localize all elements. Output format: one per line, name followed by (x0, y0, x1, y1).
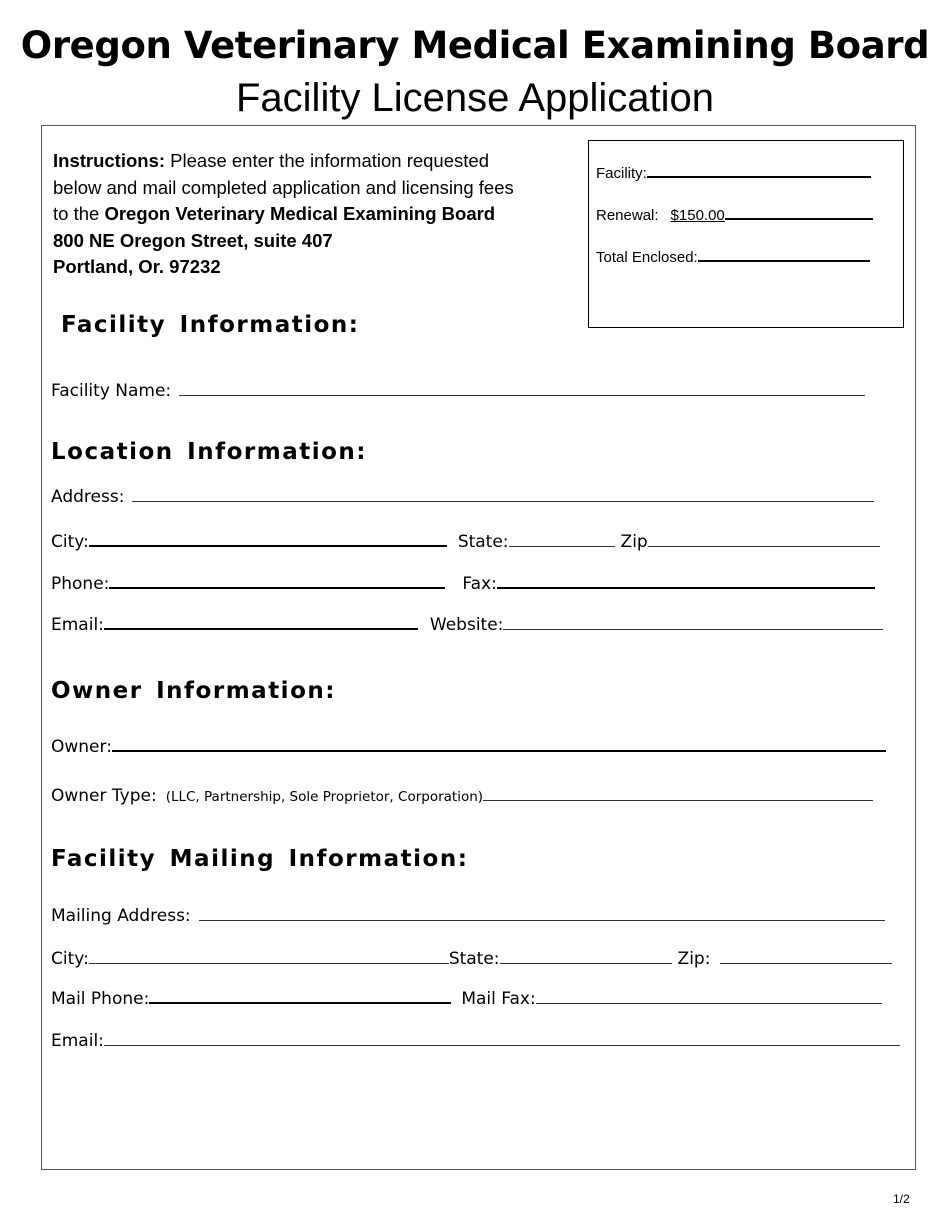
section-location-information: Location Information: (51, 439, 367, 465)
fee-renewal-row (596, 204, 873, 224)
instructions-text: Please enter the information requested (170, 150, 489, 171)
website-label: Website: (429, 615, 504, 635)
mail-email-input[interactable] (104, 1033, 900, 1046)
owner-type-hint: (LLC, Partnership, Sole Proprietor, Corporation) (165, 789, 484, 805)
mailing-address-row (51, 906, 885, 926)
city-label: City: (51, 532, 89, 552)
address-label: Address: (51, 487, 125, 507)
fax-input[interactable] (497, 575, 875, 589)
phone-fax-row (51, 574, 875, 594)
fee-box (588, 140, 904, 328)
city-input[interactable] (89, 533, 447, 547)
mailing-address-input[interactable] (199, 908, 885, 921)
instructions-line2: below and mail completed application and licensing fees (53, 176, 514, 198)
board-title: Oregon Veterinary Medical Examining Board (20, 24, 930, 67)
owner-type-input[interactable] (483, 788, 873, 801)
fee-facility-input[interactable] (647, 162, 871, 178)
instructions-block (53, 148, 573, 281)
mailing-address-line1: 800 NE Oregon Street, suite 407 (53, 229, 333, 251)
facility-name-input[interactable] (179, 383, 865, 396)
fee-renewal-label: Renewal: (596, 207, 659, 224)
fee-total-label: Total Enclosed: (596, 249, 698, 266)
fee-total-row (596, 246, 870, 266)
mailing-state-input[interactable] (500, 951, 672, 964)
mail-fax-input[interactable] (536, 991, 882, 1004)
instructions-label: Instructions: (53, 150, 166, 171)
mailing-address-label: Mailing Address: (51, 906, 191, 926)
state-input[interactable] (509, 534, 615, 547)
email-label: Email: (51, 615, 104, 635)
mailing-state-label: State: (448, 949, 500, 969)
fee-total-input[interactable] (698, 246, 870, 262)
section-owner-information: Owner Information: (51, 678, 336, 704)
mailing-city-state-zip-row (51, 949, 892, 969)
section-facility-mailing-information: Facility Mailing Information: (51, 846, 469, 872)
zip-input[interactable] (648, 534, 880, 547)
address-row (51, 487, 874, 507)
owner-label: Owner: (51, 737, 112, 757)
zip-label: Zip (620, 532, 648, 552)
owner-type-row (51, 786, 873, 806)
state-label: State: (457, 532, 509, 552)
facility-name-label: Facility Name: (51, 381, 172, 401)
mailing-address-line2: Portland, Or. 97232 (53, 256, 221, 277)
mail-email-label: Email: (51, 1031, 104, 1051)
form-title: Facility License Application (235, 76, 715, 120)
mail-phone-label: Mail Phone: (51, 989, 150, 1009)
mailing-zip-label: Zip: (677, 949, 711, 969)
fee-renewal-input[interactable] (725, 204, 873, 220)
facility-name-row (51, 381, 865, 401)
email-website-row (51, 615, 883, 635)
phone-label: Phone: (51, 574, 110, 594)
section-facility-information: Facility Information: (61, 312, 360, 338)
fee-renewal-value: $150.00 (670, 207, 725, 224)
owner-input[interactable] (112, 738, 886, 752)
fee-facility-label: Facility: (596, 165, 647, 182)
mail-phone-input[interactable] (149, 990, 451, 1004)
fax-label: Fax: (462, 574, 497, 594)
phone-input[interactable] (109, 575, 445, 589)
mailing-city-label: City: (51, 949, 89, 969)
mail-email-row (51, 1031, 900, 1051)
mail-phone-fax-row (51, 989, 882, 1009)
email-input[interactable] (104, 616, 418, 630)
owner-row (51, 737, 886, 757)
instructions-line3-prefix: to the (53, 203, 100, 224)
address-input[interactable] (132, 489, 874, 502)
fee-facility-row (596, 162, 871, 182)
mailing-zip-input[interactable] (720, 951, 892, 964)
city-state-zip-row (51, 532, 880, 552)
mailing-city-input[interactable] (89, 951, 449, 964)
page-number: 1/2 (893, 1192, 910, 1206)
owner-type-label: Owner Type: (51, 786, 157, 806)
website-input[interactable] (503, 617, 883, 630)
instructions-board-name: Oregon Veterinary Medical Examining Board (104, 203, 496, 224)
mail-fax-label: Mail Fax: (461, 989, 536, 1009)
